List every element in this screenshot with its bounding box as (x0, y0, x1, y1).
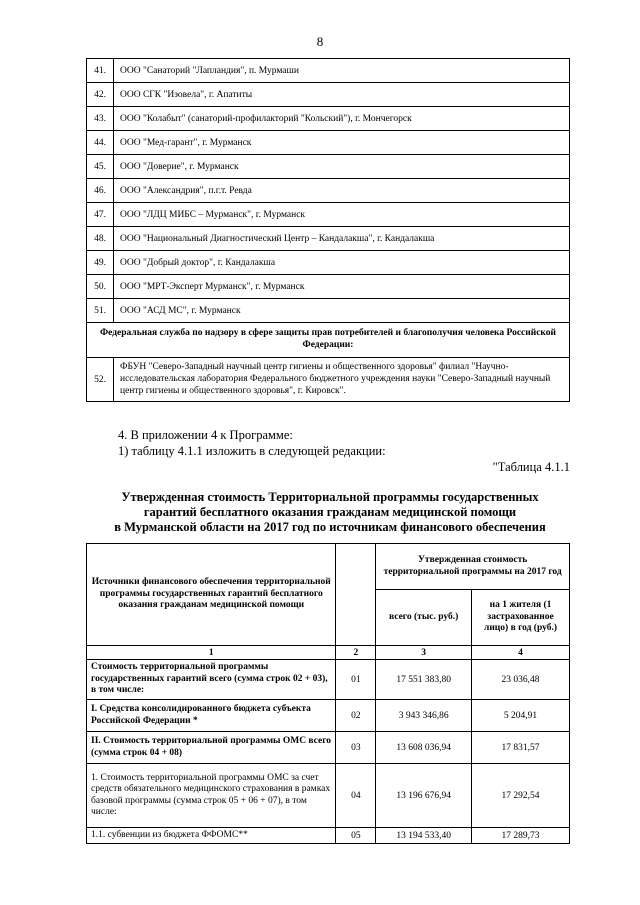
table-title-line-1: Утвержденная стоимость Территориальной программы государственных (121, 490, 539, 504)
row-code: 05 (336, 828, 376, 844)
index-cell: 1 (87, 646, 336, 660)
header-per-capita: на 1 жителя (1 застрахованное лицо) в год (руб.) (472, 590, 570, 646)
paragraph-subitem-1: 1) таблицу 4.1.1 изложить в следующей редакции: (118, 444, 386, 458)
table-title-line-3: в Мурманской области на 2017 год по источникам финансового обеспечения (114, 520, 546, 534)
row-label: 1. Стоимость территориальной программы ОМС за счет средств обязательного медицинского страхования в рамках базовой программы (сумма строк 05 + 06 + 07), в том числе: (87, 764, 336, 828)
list-item-number: 43. (87, 107, 114, 131)
list-item-text: ООО "Добрый доктор", г. Кандалакша (114, 251, 570, 275)
row-per-capita: 5 204,91 (472, 700, 570, 732)
table-row (87, 828, 570, 844)
row-label: I. Средства консолидированного бюджета субъекта Российской Федерации * (87, 700, 336, 732)
list-item (87, 155, 570, 179)
table-row (87, 700, 570, 732)
header-total: всего (тыс. руб.) (376, 590, 472, 646)
organizations-table (86, 58, 570, 402)
list-item-number: 46. (87, 179, 114, 203)
row-per-capita: 17 831,57 (472, 732, 570, 764)
list-item-number: 48. (87, 227, 114, 251)
list-item-number: 45. (87, 155, 114, 179)
list-item-number: 51. (87, 299, 114, 323)
index-row (87, 646, 570, 660)
list-item-text: ФБУН "Северо-Западный научный центр гигиены и общественного здоровья" филиал "Научно-исследовательская лаборатория Федерального бюджетного учреждения науки "Северо-Западный научный центр гигиены и общественного здоровья", г. Кировск". (114, 357, 570, 402)
list-item-text: ООО "АСД МС", г. Мурманск (114, 299, 570, 323)
row-label: Стоимость территориальной программы государственных гарантий всего (сумма строк 02 + 03), в том числе: (87, 660, 336, 700)
paragraph-item-4: 4. В приложении 4 к Программе: (118, 428, 293, 442)
index-cell: 3 (376, 646, 472, 660)
row-per-capita: 23 036,48 (472, 660, 570, 700)
table-caption: "Таблица 4.1.1 (492, 460, 570, 474)
list-item-text: ООО "Доверие", г. Мурманск (114, 155, 570, 179)
row-total: 17 551 383,80 (376, 660, 472, 700)
list-item-number: 42. (87, 83, 114, 107)
section-heading-row (87, 323, 570, 358)
row-per-capita: 17 292,54 (472, 764, 570, 828)
list-item (87, 299, 570, 323)
header-sources: Источники финансового обеспечения территориальной программы государственных гарантий бесплатного оказания гражданам медицинской помощи (87, 544, 336, 646)
list-item-text: ООО "Александрия", п.г.т. Ревда (114, 179, 570, 203)
table-row (87, 732, 570, 764)
row-total: 13 608 036,94 (376, 732, 472, 764)
table-row (87, 660, 570, 700)
row-total: 3 943 346,86 (376, 700, 472, 732)
list-item-text: ООО "МРТ-Эксперт Мурманск", г. Мурманск (114, 275, 570, 299)
list-item (87, 357, 570, 402)
list-item (87, 131, 570, 155)
row-code: 04 (336, 764, 376, 828)
row-per-capita: 17 289,73 (472, 828, 570, 844)
row-code: 03 (336, 732, 376, 764)
table-title-line-2: гарантий бесплатного оказания гражданам медицинской помощи (143, 505, 517, 519)
list-item (87, 227, 570, 251)
list-item-text: ООО СГК "Изовела", г. Апатиты (114, 83, 570, 107)
list-item-text: ООО "ЛДЦ МИБС – Мурманск", г. Мурманск (114, 203, 570, 227)
list-item (87, 251, 570, 275)
list-item-number: 50. (87, 275, 114, 299)
list-item (87, 59, 570, 83)
list-item (87, 107, 570, 131)
list-item-text: ООО "Мед-гарант", г. Мурманск (114, 131, 570, 155)
list-item (87, 83, 570, 107)
list-item-number: 41. (87, 59, 114, 83)
list-item-text: ООО "Колабыт" (санаторий-профилакторий "Кольский"), г. Мончегорск (114, 107, 570, 131)
list-item (87, 179, 570, 203)
list-item (87, 203, 570, 227)
section-heading: Федеральная служба по надзору в сфере защиты прав потребителей и благополучия человека Российской Федерации: (87, 323, 570, 358)
list-item-number: 52. (87, 357, 114, 402)
list-item-number: 44. (87, 131, 114, 155)
index-cell: 4 (472, 646, 570, 660)
list-item-text: ООО "Национальный Диагностический Центр – Кандалакша", г. Кандалакша (114, 227, 570, 251)
index-cell: 2 (336, 646, 376, 660)
page-number: 8 (316, 34, 324, 49)
row-total: 13 194 533,40 (376, 828, 472, 844)
list-item-number: 47. (87, 203, 114, 227)
list-item-text: ООО "Санаторий "Лапландия", п. Мурмаши (114, 59, 570, 83)
row-label: 1.1. субвенции из бюджета ФФОМС** (87, 828, 336, 844)
table-row (87, 764, 570, 828)
row-total: 13 196 676,94 (376, 764, 472, 828)
list-item-number: 49. (87, 251, 114, 275)
list-item (87, 275, 570, 299)
row-code: 01 (336, 660, 376, 700)
header-code-cell (336, 544, 376, 646)
cost-table (86, 543, 570, 844)
row-code: 02 (336, 700, 376, 732)
row-label: II. Стоимость территориальной программы ОМС всего (сумма строк 04 + 08) (87, 732, 336, 764)
header-approved: Утвержденная стоимость территориальной программы на 2017 год (376, 544, 570, 590)
